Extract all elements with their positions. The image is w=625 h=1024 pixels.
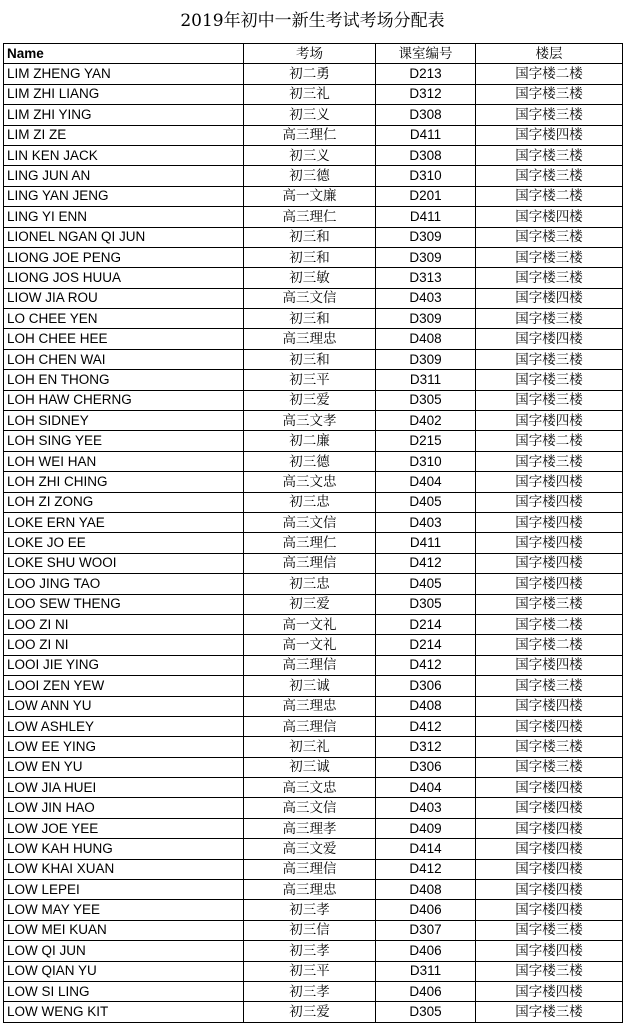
cell-floor: 国字楼三楼 (476, 390, 623, 410)
cell-floor: 国字楼四楼 (476, 778, 623, 798)
cell-name: LO CHEE YEN (4, 309, 244, 329)
cell-name: LIONEL NGAN QI JUN (4, 227, 244, 247)
cell-classroom: D412 (376, 553, 476, 573)
cell-name: LOW JIA HUEI (4, 778, 244, 798)
header-exam-room: 考场 (244, 44, 376, 64)
cell-floor: 国字楼二楼 (476, 614, 623, 634)
cell-floor: 国字楼四楼 (476, 492, 623, 512)
cell-name: LING YI ENN (4, 207, 244, 227)
cell-classroom: D310 (376, 166, 476, 186)
cell-exam-room: 高一文礼 (244, 635, 376, 655)
table-row (4, 125, 623, 145)
cell-classroom: D308 (376, 105, 476, 125)
cell-exam-room: 初三平 (244, 370, 376, 390)
cell-floor: 国字楼三楼 (476, 370, 623, 390)
header-name: Name (4, 44, 244, 64)
table-row (4, 472, 623, 492)
exam-allocation-table (3, 43, 623, 1023)
cell-name: LOH ZI ZONG (4, 492, 244, 512)
cell-classroom: D403 (376, 288, 476, 308)
cell-floor: 国字楼三楼 (476, 145, 623, 165)
cell-classroom: D403 (376, 798, 476, 818)
table-row (4, 757, 623, 777)
cell-exam-room: 初三敏 (244, 268, 376, 288)
table-row (4, 247, 623, 267)
cell-name: LOW KHAI XUAN (4, 859, 244, 879)
table-row (4, 411, 623, 431)
cell-exam-room: 初三德 (244, 451, 376, 471)
cell-exam-room: 初二勇 (244, 64, 376, 84)
cell-classroom: D305 (376, 390, 476, 410)
cell-exam-room: 初三礼 (244, 737, 376, 757)
table-row (4, 207, 623, 227)
cell-classroom: D312 (376, 84, 476, 104)
cell-exam-room: 高三理信 (244, 859, 376, 879)
cell-exam-room: 高三理仁 (244, 125, 376, 145)
cell-exam-room: 初三和 (244, 309, 376, 329)
cell-floor: 国字楼四楼 (476, 716, 623, 736)
cell-floor: 国字楼四楼 (476, 696, 623, 716)
cell-floor: 国字楼三楼 (476, 676, 623, 696)
cell-floor: 国字楼四楼 (476, 512, 623, 532)
table-row (4, 574, 623, 594)
table-row (4, 880, 623, 900)
cell-floor: 国字楼四楼 (476, 288, 623, 308)
cell-classroom: D311 (376, 961, 476, 981)
cell-classroom: D312 (376, 737, 476, 757)
cell-floor: 国字楼四楼 (476, 553, 623, 573)
cell-floor: 国字楼二楼 (476, 635, 623, 655)
cell-exam-room: 初三爱 (244, 390, 376, 410)
cell-floor: 国字楼三楼 (476, 1002, 623, 1022)
cell-name: LOKE JO EE (4, 533, 244, 553)
cell-floor: 国字楼三楼 (476, 737, 623, 757)
cell-floor: 国字楼二楼 (476, 64, 623, 84)
cell-exam-room: 高三理仁 (244, 533, 376, 553)
cell-exam-room: 初三和 (244, 349, 376, 369)
cell-name: LOH SING YEE (4, 431, 244, 451)
cell-classroom: D306 (376, 676, 476, 696)
cell-floor: 国字楼四楼 (476, 329, 623, 349)
cell-classroom: D411 (376, 125, 476, 145)
cell-floor: 国字楼四楼 (476, 839, 623, 859)
cell-name: LOW ASHLEY (4, 716, 244, 736)
cell-name: LOO SEW THENG (4, 594, 244, 614)
cell-exam-room: 初三信 (244, 920, 376, 940)
cell-exam-room: 高三理忠 (244, 880, 376, 900)
table-row (4, 227, 623, 247)
cell-exam-room: 高三文忠 (244, 778, 376, 798)
cell-name: LIN KEN JACK (4, 145, 244, 165)
table-row (4, 268, 623, 288)
cell-classroom: D412 (376, 716, 476, 736)
cell-exam-room: 初三忠 (244, 574, 376, 594)
table-row (4, 961, 623, 981)
table-row (4, 390, 623, 410)
table-row (4, 329, 623, 349)
cell-name: LOO ZI NI (4, 635, 244, 655)
cell-exam-room: 初三和 (244, 227, 376, 247)
cell-classroom: D311 (376, 370, 476, 390)
cell-classroom: D309 (376, 349, 476, 369)
cell-floor: 国字楼四楼 (476, 655, 623, 675)
table-row (4, 431, 623, 451)
cell-name: LOH EN THONG (4, 370, 244, 390)
table-row (4, 349, 623, 369)
cell-name: LOW LEPEI (4, 880, 244, 900)
cell-exam-room: 高三文孝 (244, 411, 376, 431)
cell-exam-room: 高三理忠 (244, 329, 376, 349)
table-row (4, 1002, 623, 1022)
cell-exam-room: 初三诚 (244, 757, 376, 777)
cell-floor: 国字楼二楼 (476, 431, 623, 451)
cell-name: LOH ZHI CHING (4, 472, 244, 492)
cell-exam-room: 高三理孝 (244, 818, 376, 838)
cell-floor: 国字楼三楼 (476, 594, 623, 614)
table-row (4, 145, 623, 165)
cell-name: LIM ZHI LIANG (4, 84, 244, 104)
cell-name: LOH CHEN WAI (4, 349, 244, 369)
table-row (4, 920, 623, 940)
cell-name: LIM ZHI YING (4, 105, 244, 125)
cell-floor: 国字楼三楼 (476, 247, 623, 267)
cell-name: LIONG JOE PENG (4, 247, 244, 267)
header-classroom: 课室编号 (376, 44, 476, 64)
cell-floor: 国字楼四楼 (476, 533, 623, 553)
cell-exam-room: 高一文廉 (244, 186, 376, 206)
cell-classroom: D408 (376, 696, 476, 716)
cell-classroom: D412 (376, 859, 476, 879)
cell-name: LOH SIDNEY (4, 411, 244, 431)
cell-classroom: D309 (376, 247, 476, 267)
cell-floor: 国字楼四楼 (476, 125, 623, 145)
cell-classroom: D306 (376, 757, 476, 777)
cell-floor: 国字楼三楼 (476, 451, 623, 471)
cell-floor: 国字楼三楼 (476, 166, 623, 186)
cell-name: LOH HAW CHERNG (4, 390, 244, 410)
cell-classroom: D313 (376, 268, 476, 288)
cell-classroom: D411 (376, 533, 476, 553)
cell-exam-room: 初三和 (244, 247, 376, 267)
cell-name: LOW SI LING (4, 981, 244, 1001)
cell-classroom: D310 (376, 451, 476, 471)
cell-name: LIONG JOS HUUA (4, 268, 244, 288)
cell-classroom: D213 (376, 64, 476, 84)
cell-name: LOW ANN YU (4, 696, 244, 716)
cell-exam-room: 初三孝 (244, 981, 376, 1001)
cell-classroom: D214 (376, 614, 476, 634)
cell-classroom: D414 (376, 839, 476, 859)
table-row (4, 655, 623, 675)
cell-exam-room: 初三忠 (244, 492, 376, 512)
table-row (4, 512, 623, 532)
cell-exam-room: 初三德 (244, 166, 376, 186)
table-row (4, 818, 623, 838)
table-row (4, 716, 623, 736)
cell-classroom: D403 (376, 512, 476, 532)
table-row (4, 288, 623, 308)
cell-exam-room: 高三理仁 (244, 207, 376, 227)
cell-name: LOW JOE YEE (4, 818, 244, 838)
cell-exam-room: 初三诚 (244, 676, 376, 696)
cell-classroom: D405 (376, 492, 476, 512)
cell-exam-room: 高三文信 (244, 798, 376, 818)
cell-classroom: D408 (376, 329, 476, 349)
cell-exam-room: 初三礼 (244, 84, 376, 104)
cell-classroom: D402 (376, 411, 476, 431)
cell-floor: 国字楼四楼 (476, 859, 623, 879)
cell-classroom: D404 (376, 778, 476, 798)
cell-floor: 国字楼三楼 (476, 227, 623, 247)
cell-classroom: D409 (376, 818, 476, 838)
cell-name: LING JUN AN (4, 166, 244, 186)
table-row (4, 309, 623, 329)
cell-floor: 国字楼三楼 (476, 105, 623, 125)
page-title: 2019年初中一新生考试考场分配表 (180, 11, 445, 31)
cell-classroom: D411 (376, 207, 476, 227)
cell-exam-room: 高三文忠 (244, 472, 376, 492)
cell-floor: 国字楼三楼 (476, 920, 623, 940)
cell-exam-room: 初三孝 (244, 900, 376, 920)
cell-floor: 国字楼四楼 (476, 900, 623, 920)
table-row (4, 166, 623, 186)
cell-exam-room: 高三理信 (244, 553, 376, 573)
cell-exam-room: 初三义 (244, 105, 376, 125)
cell-name: LIM ZI ZE (4, 125, 244, 145)
cell-name: LOW QIAN YU (4, 961, 244, 981)
cell-floor: 国字楼四楼 (476, 207, 623, 227)
cell-classroom: D309 (376, 309, 476, 329)
cell-exam-room: 初二廉 (244, 431, 376, 451)
cell-exam-room: 初三爱 (244, 1002, 376, 1022)
cell-classroom: D215 (376, 431, 476, 451)
cell-classroom: D307 (376, 920, 476, 940)
cell-floor: 国字楼四楼 (476, 472, 623, 492)
cell-name: LOW QI JUN (4, 941, 244, 961)
table-row (4, 859, 623, 879)
table-row (4, 64, 623, 84)
table-row (4, 839, 623, 859)
table-row (4, 533, 623, 553)
cell-classroom: D305 (376, 1002, 476, 1022)
cell-name: LOO JING TAO (4, 574, 244, 594)
cell-classroom: D406 (376, 941, 476, 961)
table-row (4, 84, 623, 104)
cell-name: LOW KAH HUNG (4, 839, 244, 859)
cell-name: LOH CHEE HEE (4, 329, 244, 349)
table-row (4, 492, 623, 512)
cell-floor: 国字楼三楼 (476, 961, 623, 981)
cell-floor: 国字楼四楼 (476, 818, 623, 838)
cell-name: LOW WENG KIT (4, 1002, 244, 1022)
cell-floor: 国字楼四楼 (476, 880, 623, 900)
cell-floor: 国字楼三楼 (476, 268, 623, 288)
table-row (4, 370, 623, 390)
cell-exam-room: 初三爱 (244, 594, 376, 614)
table-row (4, 696, 623, 716)
table-row (4, 553, 623, 573)
table-row (4, 981, 623, 1001)
cell-name: LOW JIN HAO (4, 798, 244, 818)
cell-floor: 国字楼三楼 (476, 84, 623, 104)
table-row (4, 614, 623, 634)
table-row (4, 900, 623, 920)
cell-exam-room: 高三文爱 (244, 839, 376, 859)
cell-classroom: D308 (376, 145, 476, 165)
header-floor: 楼层 (476, 44, 623, 64)
cell-exam-room: 初三义 (244, 145, 376, 165)
cell-classroom: D406 (376, 981, 476, 1001)
cell-name: LOOI ZEN YEW (4, 676, 244, 696)
table-row (4, 635, 623, 655)
table-row (4, 737, 623, 757)
cell-name: LIOW JIA ROU (4, 288, 244, 308)
cell-classroom: D305 (376, 594, 476, 614)
table-row (4, 676, 623, 696)
cell-name: LING YAN JENG (4, 186, 244, 206)
cell-name: LOKE ERN YAE (4, 512, 244, 532)
cell-name: LIM ZHENG YAN (4, 64, 244, 84)
cell-name: LOH WEI HAN (4, 451, 244, 471)
cell-floor: 国字楼三楼 (476, 757, 623, 777)
cell-floor: 国字楼四楼 (476, 574, 623, 594)
cell-floor: 国字楼三楼 (476, 349, 623, 369)
table-row (4, 941, 623, 961)
cell-classroom: D309 (376, 227, 476, 247)
table-row (4, 594, 623, 614)
cell-exam-room: 高三文信 (244, 288, 376, 308)
table-row (4, 778, 623, 798)
cell-classroom: D404 (376, 472, 476, 492)
cell-classroom: D201 (376, 186, 476, 206)
table-row (4, 451, 623, 471)
cell-classroom: D412 (376, 655, 476, 675)
cell-name: LOO ZI NI (4, 614, 244, 634)
cell-floor: 国字楼四楼 (476, 798, 623, 818)
cell-floor: 国字楼四楼 (476, 941, 623, 961)
cell-floor: 国字楼四楼 (476, 411, 623, 431)
table-row (4, 186, 623, 206)
cell-exam-room: 初三孝 (244, 941, 376, 961)
cell-classroom: D408 (376, 880, 476, 900)
table-header-row (4, 44, 623, 64)
cell-name: LOW MAY YEE (4, 900, 244, 920)
cell-exam-room: 高三理忠 (244, 696, 376, 716)
cell-name: LOW MEI KUAN (4, 920, 244, 940)
table-row (4, 105, 623, 125)
cell-classroom: D214 (376, 635, 476, 655)
cell-name: LOW EE YING (4, 737, 244, 757)
cell-exam-room: 高三理信 (244, 716, 376, 736)
cell-floor: 国字楼二楼 (476, 186, 623, 206)
cell-exam-room: 高一文礼 (244, 614, 376, 634)
cell-exam-room: 初三平 (244, 961, 376, 981)
cell-classroom: D405 (376, 574, 476, 594)
table-row (4, 798, 623, 818)
cell-name: LOKE SHU WOOI (4, 553, 244, 573)
cell-name: LOOI JIE YING (4, 655, 244, 675)
cell-floor: 国字楼四楼 (476, 981, 623, 1001)
cell-exam-room: 高三理信 (244, 655, 376, 675)
cell-exam-room: 高三文信 (244, 512, 376, 532)
cell-name: LOW EN YU (4, 757, 244, 777)
cell-classroom: D406 (376, 900, 476, 920)
cell-floor: 国字楼三楼 (476, 309, 623, 329)
